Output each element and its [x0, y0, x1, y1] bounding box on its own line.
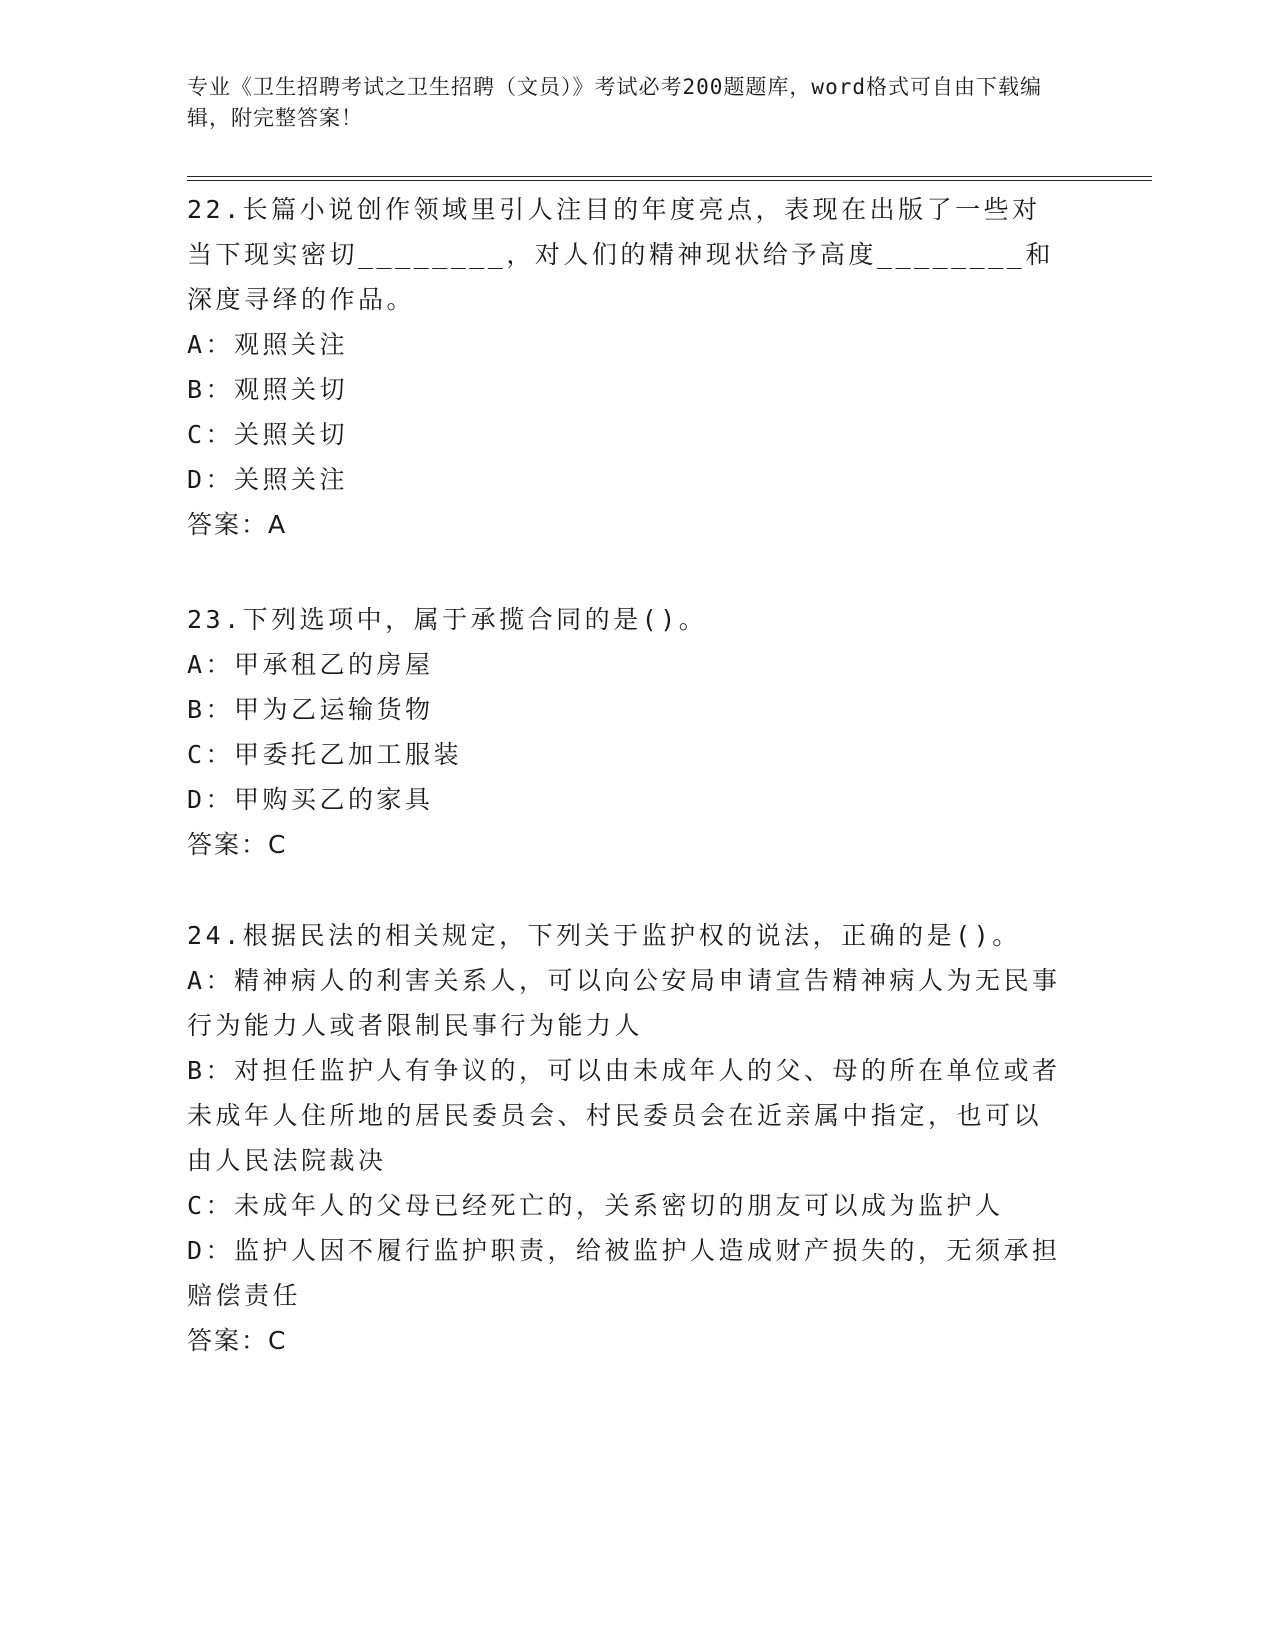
header-divider	[187, 176, 1152, 181]
option-a: A：观照关注	[187, 330, 349, 359]
option-d: D：关照关注	[187, 465, 349, 494]
document-header: 专业《卫生招聘考试之卫生招聘（文员）》考试必考200题题库，word格式可自由下载编辑，附完整答案！	[187, 75, 1042, 130]
option-a: A：甲承租乙的房屋	[187, 650, 434, 679]
option-b: B：对担任监护人有争议的，可以由未成年人的父、母的所在单位或者未成年人住所地的居民委员会、村民委员会在近亲属中指定，也可以由人民法院裁决	[187, 1056, 1061, 1175]
answer-line: 答案：C	[187, 830, 288, 859]
option-c: C：关照关切	[187, 420, 349, 449]
question-stem: 22.长篇小说创作领域里引人注目的年度亮点，表现在出版了一些对当下现实密切________，对人们的精神现状给予高度________和深度寻绎的作品。	[187, 195, 1054, 314]
option-b: B：观照关切	[187, 375, 349, 404]
question-23	[187, 597, 1067, 867]
answer-line: 答案：C	[187, 1326, 288, 1355]
option-d: D：监护人因不履行监护职责，给被监护人造成财产损失的，无须承担赔偿责任	[187, 1236, 1061, 1310]
option-a: A：精神病人的利害关系人，可以向公安局申请宣告精神病人为无民事行为能力人或者限制民事行为能力人	[187, 966, 1061, 1040]
option-d: D：甲购买乙的家具	[187, 785, 434, 814]
option-b: B：甲为乙运输货物	[187, 695, 434, 724]
question-stem: 23.下列选项中，属于承揽合同的是()。	[187, 605, 708, 634]
question-22	[187, 187, 1067, 547]
option-c: C：未成年人的父母已经死亡的，关系密切的朋友可以成为监护人	[187, 1191, 1004, 1220]
question-stem: 24.根据民法的相关规定，下列关于监护权的说法，正确的是()。	[187, 921, 1021, 950]
option-c: C：甲委托乙加工服装	[187, 740, 463, 769]
answer-line: 答案：A	[187, 510, 288, 539]
question-24	[187, 913, 1067, 1363]
